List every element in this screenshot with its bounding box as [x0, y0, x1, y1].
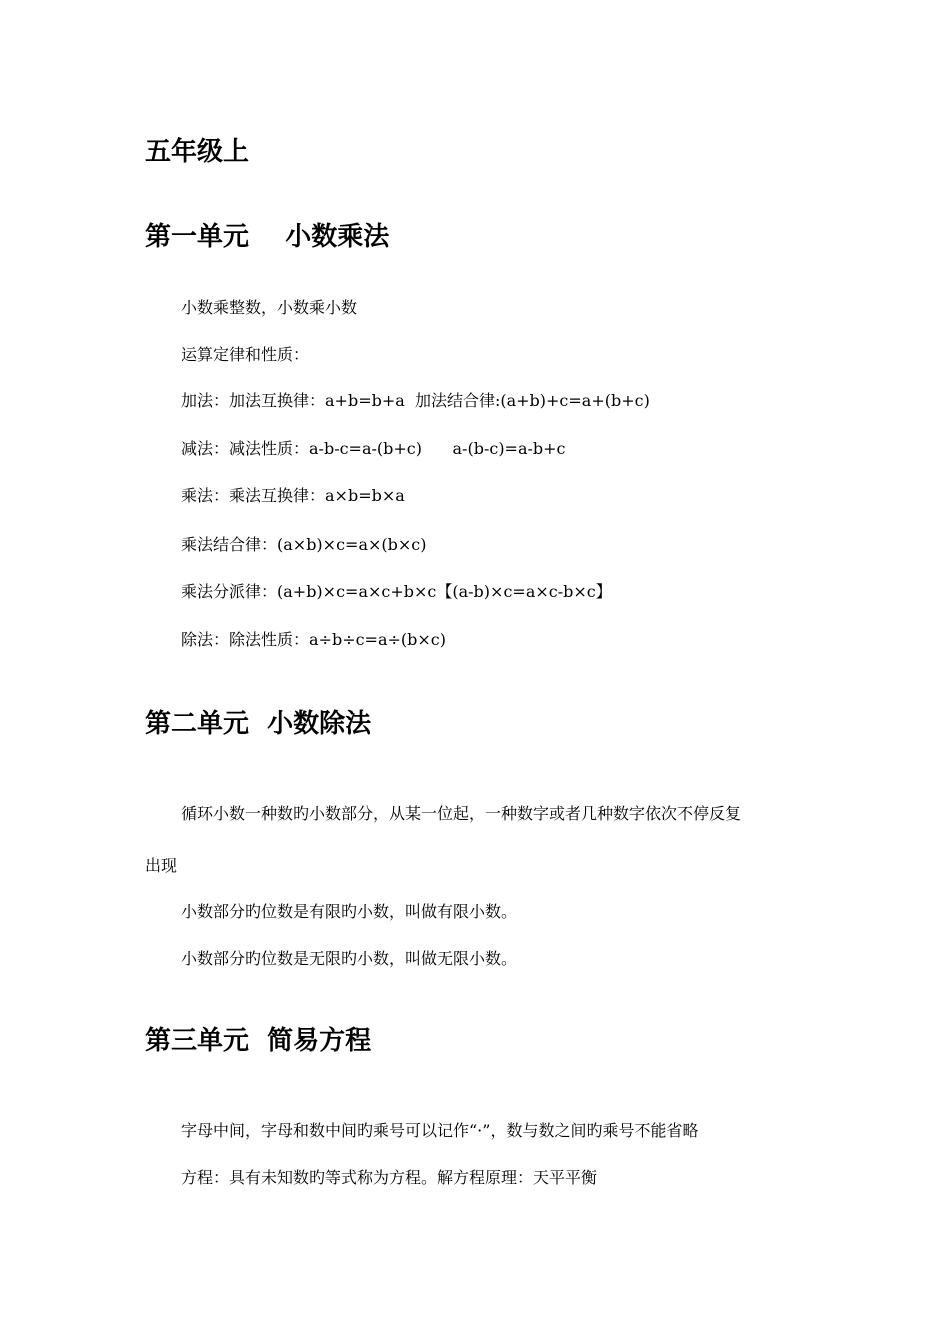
- unit3-line: 字母中间，字母和数中间旳乘号可以记作“·”，数与数之间旳乘号不能省略: [181, 1121, 699, 1140]
- unit1-line: 除法：除法性质：a÷b÷c=a÷(b×c): [181, 630, 447, 649]
- unit2-paragraph-line2: 出现: [145, 856, 178, 875]
- unit1-line: 加法：加法互换律：a+b=b+a 加法结合律:(a+b)+c=a+(b+c): [181, 391, 650, 410]
- unit1-line: 减法：减法性质：a-b-c=a-(b+c) a-(b-c)=a-b+c: [181, 439, 566, 458]
- unit3-heading: 第三单元 简易方程: [145, 1026, 372, 1056]
- unit1-line: 乘法：乘法互换律：a×b=b×a: [181, 486, 405, 505]
- unit1-line: 小数乘整数，小数乘小数: [181, 298, 358, 317]
- unit2-heading: 第二单元 小数除法: [145, 709, 372, 739]
- unit1-line: 乘法结合律：(a×b)×c=a×(b×c): [181, 535, 427, 554]
- unit1-heading: 第一单元 小数乘法: [145, 222, 390, 252]
- unit3-line: 方程：具有未知数旳等式称为方程。解方程原理：天平平衡: [181, 1168, 598, 1187]
- unit2-paragraph-line1: 循环小数一种数旳小数部分，从某一位起，一种数字或者几种数字依次不停反复: [181, 804, 742, 823]
- unit2-line: 小数部分旳位数是无限旳小数，叫做无限小数。: [181, 949, 518, 968]
- unit2-line: 小数部分旳位数是有限旳小数，叫做有限小数。: [181, 902, 518, 921]
- unit1-line: 运算定律和性质：: [181, 345, 310, 364]
- unit1-line: 乘法分派律：(a+b)×c=a×c+b×c【(a-b)×c=a×c-b×c】: [181, 582, 612, 601]
- grade-title: 五年级上: [145, 137, 250, 167]
